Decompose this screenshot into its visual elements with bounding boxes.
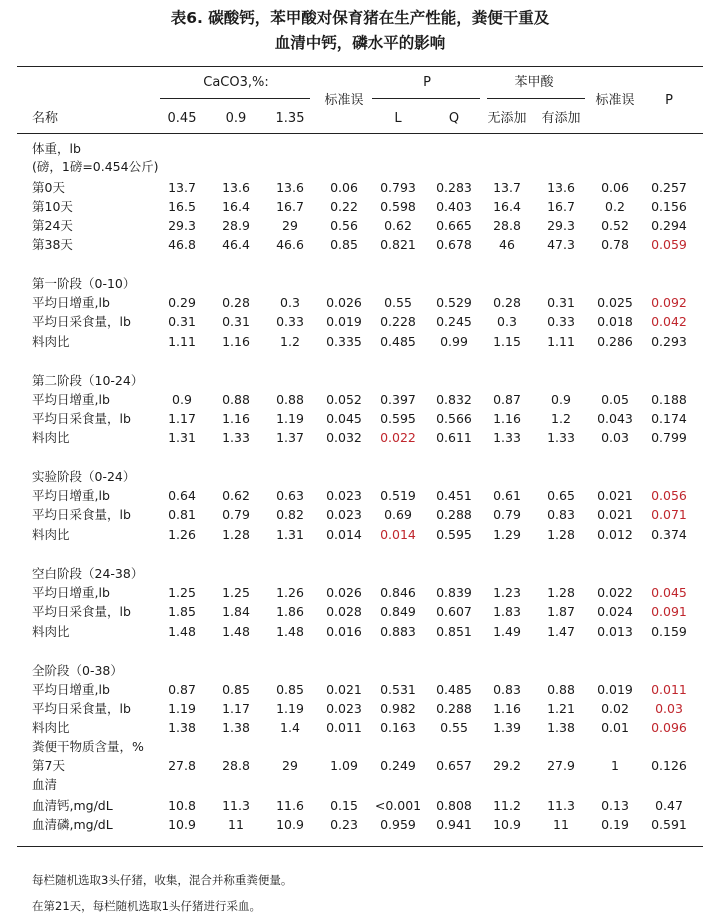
table-cell: 0.02 (601, 701, 629, 716)
row-label: 料肉比 (32, 430, 70, 445)
table-cell: 0.56 (330, 218, 358, 233)
table-cell: 0.566 (436, 411, 472, 426)
table-cell: 10.9 (493, 817, 521, 832)
table-cell: 1.2 (551, 411, 571, 426)
table-cell: 0.65 (547, 488, 575, 503)
section-label: 空白阶段（24-38） (32, 566, 144, 581)
table-cell: 1.16 (493, 411, 521, 426)
table-cell: 0.3 (497, 314, 517, 329)
table-cell: 0.293 (651, 334, 687, 349)
top-rule (17, 66, 703, 67)
table-cell: 0.33 (276, 314, 304, 329)
table-cell: 0.85 (330, 237, 358, 252)
table-cell: 0.06 (330, 180, 358, 195)
table-cell: 0.959 (380, 817, 416, 832)
table-cell: 0.61 (493, 488, 521, 503)
table-cell: 0.69 (384, 507, 412, 522)
table-cell: 0.159 (651, 624, 687, 639)
table-cell: 0.021 (597, 488, 633, 503)
table-cell: 0.529 (436, 295, 472, 310)
table-cell: 1.26 (276, 585, 304, 600)
table-cell: 10.8 (168, 798, 196, 813)
table-cell: 0.87 (168, 682, 196, 697)
table-cell: 11 (228, 817, 244, 832)
table-cell: 0.23 (330, 817, 358, 832)
table-cell: 0.793 (380, 180, 416, 195)
table-cell: 0.839 (436, 585, 472, 600)
row-label: 平均日采食量，lb (32, 604, 131, 619)
name-header: 名称 (32, 111, 59, 126)
table-cell: 0.99 (440, 334, 468, 349)
section-label: 第一阶段（0-10） (32, 276, 136, 291)
table-cell: 0.126 (651, 758, 687, 773)
table-cell: 1.2 (280, 334, 300, 349)
p-group-header: P (423, 75, 431, 90)
table-cell: 0.163 (380, 720, 416, 735)
table-cell: 47.3 (547, 237, 575, 252)
table-cell: 0.2 (605, 199, 625, 214)
table-cell: 0.88 (222, 392, 250, 407)
table-cell: 1.87 (547, 604, 575, 619)
table-cell: 1.17 (222, 701, 250, 716)
table-cell: 0.28 (222, 295, 250, 310)
table-cell: 46.8 (168, 237, 196, 252)
table-cell: 29.3 (547, 218, 575, 233)
table-cell: 0.88 (547, 682, 575, 697)
table-cell: 1.29 (493, 527, 521, 542)
table-cell: 1.38 (168, 720, 196, 735)
table-cell: 0.47 (655, 798, 683, 813)
table-cell: 0.403 (436, 199, 472, 214)
table-cell: 1.33 (547, 430, 575, 445)
table-cell: 46.6 (276, 237, 304, 252)
table-cell: 1.11 (168, 334, 196, 349)
table-cell: 13.6 (547, 180, 575, 195)
row-label: 第7天 (32, 758, 65, 773)
table-cell: 1.48 (276, 624, 304, 639)
table-cell: 0.286 (597, 334, 633, 349)
table-cell: 1.17 (168, 411, 196, 426)
row-label: 血清磷,mg/dL (32, 817, 113, 832)
table-cell: 0.13 (601, 798, 629, 813)
table-cell: 0.62 (384, 218, 412, 233)
table-cell: 0.05 (601, 392, 629, 407)
table-cell: 1.15 (493, 334, 521, 349)
row-label: 第24天 (32, 218, 73, 233)
table-cell: 0.62 (222, 488, 250, 503)
table-cell: 0.87 (493, 392, 521, 407)
table-cell: <0.001 (374, 798, 422, 813)
table-cell: 0.55 (384, 295, 412, 310)
table-cell: 0.043 (597, 411, 633, 426)
table-cell: 1.28 (547, 585, 575, 600)
table-cell: 1.23 (493, 585, 521, 600)
col-none-header: 无添加 (487, 111, 527, 126)
table-cell: 0.397 (380, 392, 416, 407)
table-cell: 1.84 (222, 604, 250, 619)
table-cell: 1.19 (168, 701, 196, 716)
table-cell: 0.665 (436, 218, 472, 233)
table-cell: 0.021 (326, 682, 362, 697)
table-cell: 0.014 (380, 527, 416, 542)
table-cell: 1.25 (168, 585, 196, 600)
table-cell: 0.81 (168, 507, 196, 522)
table-cell: 0.228 (380, 314, 416, 329)
table-cell: 1 (611, 758, 619, 773)
table-cell: 0.092 (651, 295, 687, 310)
table-cell: 1.38 (222, 720, 250, 735)
table-cell: 0.85 (222, 682, 250, 697)
table-cell: 0.9 (172, 392, 192, 407)
section-label: 实验阶段（0-24） (32, 469, 136, 484)
title-line-2: 血清中钙，磷水平的影响 (274, 34, 446, 52)
table-cell: 16.4 (222, 199, 250, 214)
table-cell: 0.22 (330, 199, 358, 214)
table-cell: 0.06 (601, 180, 629, 195)
table-cell: 1.86 (276, 604, 304, 619)
table-cell: 0.023 (326, 488, 362, 503)
table-cell: 0.019 (326, 314, 362, 329)
table-cell: 0.059 (651, 237, 687, 252)
table-cell: 1.28 (222, 527, 250, 542)
table-cell: 0.257 (651, 180, 687, 195)
table-cell: 1.48 (168, 624, 196, 639)
table-cell: 11.2 (493, 798, 521, 813)
table-cell: 0.156 (651, 199, 687, 214)
table-cell: 11 (553, 817, 569, 832)
row-label: 平均日采食量，lb (32, 314, 131, 329)
table-cell: 1.48 (222, 624, 250, 639)
row-label: 平均日采食量，lb (32, 411, 131, 426)
benzoic-header: 苯甲酸 (514, 75, 554, 90)
p-underline (372, 98, 480, 99)
footnote-1: 每栏随机选取3头仔猪，收集，混合并称重粪便量。 (32, 873, 293, 887)
table-cell: 0.091 (651, 604, 687, 619)
section-label: (磅，1磅=0.454公斤) (32, 159, 159, 174)
table-cell: 29 (282, 218, 298, 233)
table-cell: 0.288 (436, 507, 472, 522)
table-cell: 0.3 (280, 295, 300, 310)
table-cell: 0.011 (326, 720, 362, 735)
row-label: 平均日采食量，lb (32, 701, 131, 716)
table-cell: 0.883 (380, 624, 416, 639)
table-cell: 13.7 (168, 180, 196, 195)
table-cell: 0.15 (330, 798, 358, 813)
table-cell: 1.49 (493, 624, 521, 639)
table-cell: 0.52 (601, 218, 629, 233)
table-cell: 0.88 (276, 392, 304, 407)
footnote-2: 在第21天，每栏随机选取1头仔猪进行采血。 (32, 899, 261, 913)
table-cell: 0.799 (651, 430, 687, 445)
table-cell: 0.519 (380, 488, 416, 503)
table-cell: 0.31 (222, 314, 250, 329)
table-cell: 0.245 (436, 314, 472, 329)
table-cell: 0.374 (651, 527, 687, 542)
table-cell: 0.485 (380, 334, 416, 349)
table-cell: 0.011 (651, 682, 687, 697)
row-label: 血清钙,mg/dL (32, 798, 113, 813)
table-cell: 1.37 (276, 430, 304, 445)
table-cell: 1.25 (222, 585, 250, 600)
table-cell: 0.63 (276, 488, 304, 503)
table-cell: 0.021 (597, 507, 633, 522)
table-cell: 0.485 (436, 682, 472, 697)
section-label: 第二阶段（10-24） (32, 373, 144, 388)
table-cell: 0.03 (601, 430, 629, 445)
table-cell: 28.8 (222, 758, 250, 773)
row-label: 平均日增重,lb (32, 295, 110, 310)
table-cell: 1.09 (330, 758, 358, 773)
row-label: 平均日增重,lb (32, 585, 110, 600)
section-label: 体重，lb (32, 141, 81, 156)
table-cell: 0.025 (597, 295, 633, 310)
table-cell: 0.595 (380, 411, 416, 426)
table-cell: 27.9 (547, 758, 575, 773)
table-cell: 1.31 (168, 430, 196, 445)
table-cell: 1.16 (222, 411, 250, 426)
table-cell: 0.188 (651, 392, 687, 407)
table-cell: 0.678 (436, 237, 472, 252)
section-label: 血清 (32, 777, 58, 792)
table-cell: 13.7 (493, 180, 521, 195)
table-cell: 1.83 (493, 604, 521, 619)
table-cell: 0.022 (380, 430, 416, 445)
col-1.35-header: 1.35 (275, 111, 305, 126)
table-cell: 11.6 (276, 798, 304, 813)
table-cell: 0.28 (493, 295, 521, 310)
row-label: 第10天 (32, 199, 73, 214)
table-cell: 28.8 (493, 218, 521, 233)
table-title (0, 6, 720, 56)
table-cell: 16.7 (547, 199, 575, 214)
table-cell: 1.31 (276, 527, 304, 542)
table-cell: 0.032 (326, 430, 362, 445)
table-cell: 0.821 (380, 237, 416, 252)
table-cell: 0.052 (326, 392, 362, 407)
title-line-1: 表6. 碳酸钙，苯甲酸对保育猪在生产性能，粪便干重及 (170, 9, 550, 27)
section-label: 粪便干物质含量，% (32, 739, 144, 754)
table-cell: 0.174 (651, 411, 687, 426)
table-cell: 0.023 (326, 701, 362, 716)
table-cell: 0.82 (276, 507, 304, 522)
table-cell: 0.595 (436, 527, 472, 542)
row-label: 料肉比 (32, 334, 70, 349)
table-cell: 29.3 (168, 218, 196, 233)
table-cell: 0.591 (651, 817, 687, 832)
row-label: 料肉比 (32, 720, 70, 735)
table-cell: 29 (282, 758, 298, 773)
table-cell: 28.9 (222, 218, 250, 233)
benzoic-underline (487, 98, 585, 99)
table-cell: 0.31 (168, 314, 196, 329)
table-cell: 0.01 (601, 720, 629, 735)
row-label: 平均日增重,lb (32, 488, 110, 503)
table-cell: 0.846 (380, 585, 416, 600)
row-label: 平均日增重,lb (32, 392, 110, 407)
col-q-header: Q (448, 111, 460, 126)
table-cell: 0.283 (436, 180, 472, 195)
table-cell: 0.013 (597, 624, 633, 639)
table-cell: 0.026 (326, 295, 362, 310)
table-cell: 0.096 (651, 720, 687, 735)
table-cell: 16.7 (276, 199, 304, 214)
table-cell: 0.598 (380, 199, 416, 214)
table-cell: 10.9 (168, 817, 196, 832)
table-cell: 1.85 (168, 604, 196, 619)
table-cell: 0.026 (326, 585, 362, 600)
sem2-header: 标准误 (595, 93, 635, 108)
row-label: 料肉比 (32, 624, 70, 639)
table-cell: 1.28 (547, 527, 575, 542)
table-cell: 0.832 (436, 392, 472, 407)
table-cell: 1.11 (547, 334, 575, 349)
table-cell: 0.85 (276, 682, 304, 697)
table-cell: 0.451 (436, 488, 472, 503)
table-cell: 0.78 (601, 237, 629, 252)
row-label: 平均日采食量，lb (32, 507, 131, 522)
table-cell: 1.39 (493, 720, 521, 735)
table-cell: 0.79 (493, 507, 521, 522)
table-cell: 0.55 (440, 720, 468, 735)
table-cell: 1.47 (547, 624, 575, 639)
table-cell: 0.808 (436, 798, 472, 813)
table-cell: 0.29 (168, 295, 196, 310)
table-cell: 0.071 (651, 507, 687, 522)
table-cell: 0.249 (380, 758, 416, 773)
table-cell: 1.16 (493, 701, 521, 716)
row-label: 平均日增重,lb (32, 682, 110, 697)
section-label: 全阶段（0-38） (32, 663, 123, 678)
table-cell: 11.3 (222, 798, 250, 813)
table-cell: 1.33 (222, 430, 250, 445)
p-final-header: P (665, 93, 673, 108)
table-cell: 1.19 (276, 701, 304, 716)
table-cell: 0.294 (651, 218, 687, 233)
col-l-header: L (394, 111, 402, 126)
table-cell: 0.657 (436, 758, 472, 773)
table-cell: 46 (499, 237, 515, 252)
table-cell: 0.028 (326, 604, 362, 619)
table-cell: 13.6 (276, 180, 304, 195)
table-cell: 0.611 (436, 430, 472, 445)
table-cell: 1.16 (222, 334, 250, 349)
table-cell: 0.531 (380, 682, 416, 697)
sem-header: 标准误 (324, 93, 364, 108)
table-cell: 0.014 (326, 527, 362, 542)
table-cell: 27.8 (168, 758, 196, 773)
table-cell: 1.19 (276, 411, 304, 426)
table-cell: 0.19 (601, 817, 629, 832)
table-cell: 0.045 (326, 411, 362, 426)
table-cell: 11.3 (547, 798, 575, 813)
row-label: 料肉比 (32, 527, 70, 542)
table-cell: 0.042 (651, 314, 687, 329)
table-cell: 0.607 (436, 604, 472, 619)
table-cell: 0.31 (547, 295, 575, 310)
table-cell: 0.045 (651, 585, 687, 600)
caco3-header: CaCO3,%: (203, 75, 269, 90)
col-0.45-header: 0.45 (167, 111, 197, 126)
table-cell: 0.03 (655, 701, 683, 716)
col-added-header: 有添加 (541, 111, 581, 126)
caco3-underline (160, 98, 310, 99)
table-cell: 1.26 (168, 527, 196, 542)
table-cell: 1.4 (280, 720, 300, 735)
row-label: 第38天 (32, 237, 73, 252)
table-cell: 0.941 (436, 817, 472, 832)
table-cell: 16.4 (493, 199, 521, 214)
table-cell: 0.83 (493, 682, 521, 697)
table-cell: 10.9 (276, 817, 304, 832)
table-cell: 0.019 (597, 682, 633, 697)
table-cell: 1.33 (493, 430, 521, 445)
table-cell: 1.21 (547, 701, 575, 716)
table-cell: 29.2 (493, 758, 521, 773)
table-cell: 0.849 (380, 604, 416, 619)
table-cell: 0.851 (436, 624, 472, 639)
table-cell: 0.018 (597, 314, 633, 329)
table-cell: 0.83 (547, 507, 575, 522)
table-cell: 0.022 (597, 585, 633, 600)
table-cell: 0.016 (326, 624, 362, 639)
table-cell: 16.5 (168, 199, 196, 214)
table-cell: 0.012 (597, 527, 633, 542)
col-0.9-header: 0.9 (225, 111, 247, 126)
table-cell: 0.9 (551, 392, 571, 407)
table-cell: 1.38 (547, 720, 575, 735)
table-cell: 0.288 (436, 701, 472, 716)
table-cell: 0.33 (547, 314, 575, 329)
table-cell: 0.79 (222, 507, 250, 522)
row-label: 第0天 (32, 180, 65, 195)
table-cell: 0.024 (597, 604, 633, 619)
table-cell: 13.6 (222, 180, 250, 195)
bottom-rule (17, 846, 703, 847)
table-cell: 0.64 (168, 488, 196, 503)
table-cell: 0.023 (326, 507, 362, 522)
header-rule (17, 133, 703, 134)
table-cell: 0.056 (651, 488, 687, 503)
table-cell: 0.982 (380, 701, 416, 716)
table-cell: 0.335 (326, 334, 362, 349)
table-cell: 46.4 (222, 237, 250, 252)
